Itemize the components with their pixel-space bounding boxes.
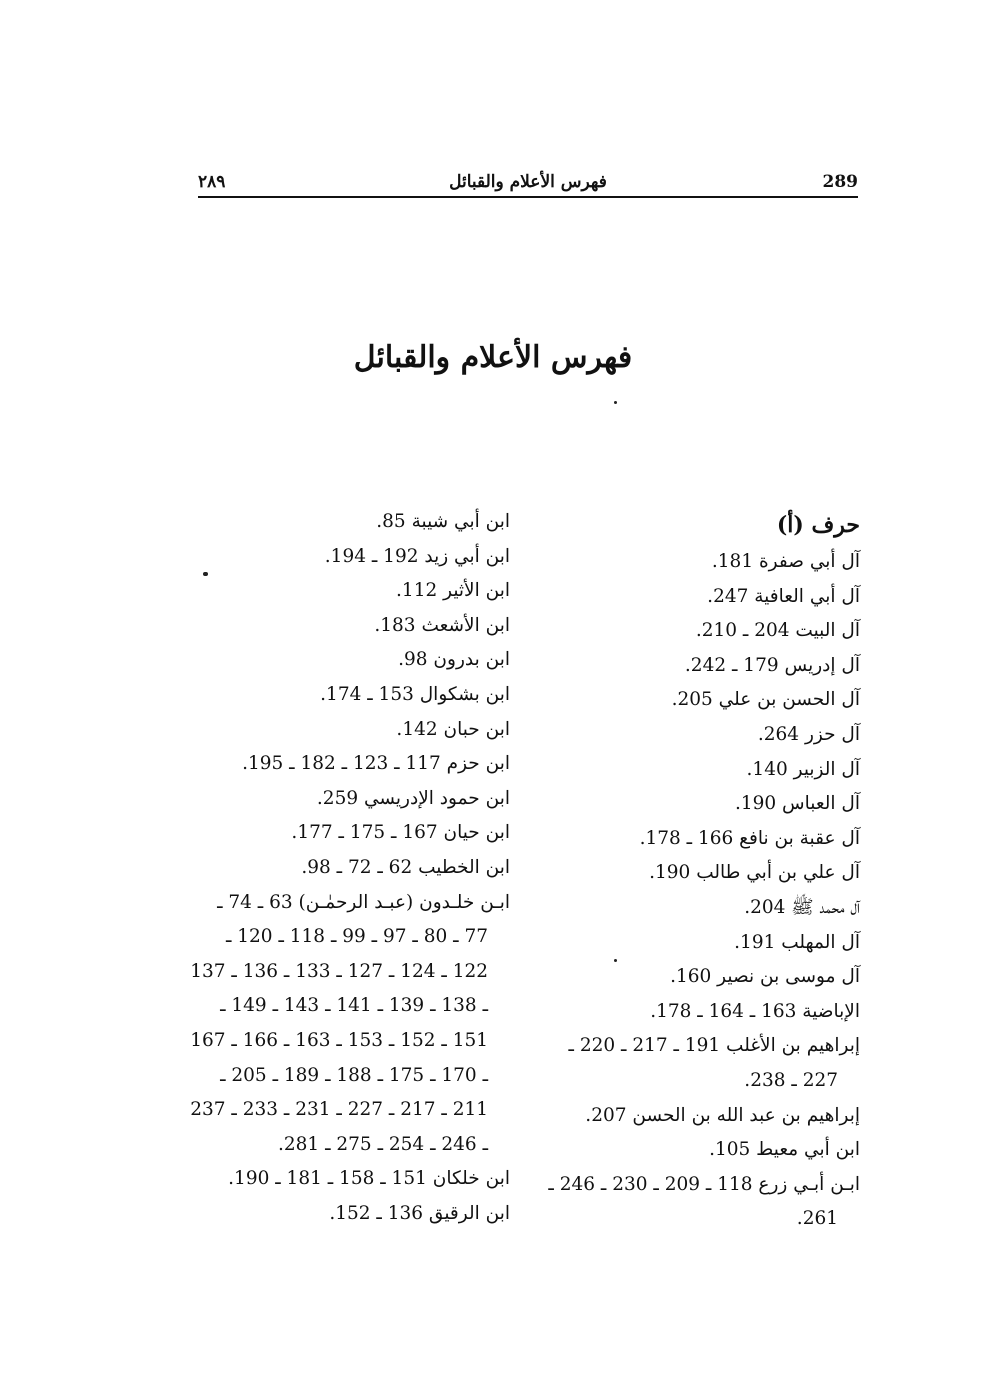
index-entry: إبراهيم بن الأغلب 191 ـ 217 ـ 220 ـ xyxy=(568,1035,860,1057)
index-entry: ابن الأشعث 183. xyxy=(374,614,510,636)
index-entry: آل الزبير 140. xyxy=(746,758,860,780)
index-entry: ابن أبي معيط 105. xyxy=(709,1139,860,1161)
index-entry: آل محمد ﷺ 204. xyxy=(744,896,860,918)
index-entry: ابن حمود الإدريسي 259. xyxy=(316,787,510,809)
index-entry: ابن الخطيب 62 ـ 72 ـ 98. xyxy=(301,856,510,878)
section-heading: حرف (أ) xyxy=(776,512,860,538)
index-entry: ابن الرقيق 136 ـ 152. xyxy=(329,1202,510,1224)
index-entry-continuation: 261. xyxy=(796,1208,838,1230)
index-entry: الإباضية 163 ـ 164 ـ 178. xyxy=(650,1000,860,1022)
print-speck xyxy=(614,959,617,962)
index-entry: آل الحسن بن علي 205. xyxy=(671,689,860,711)
running-title: فهرس الأعلام والقبائل xyxy=(449,172,607,192)
index-entry: آل البيت 204 ـ 210. xyxy=(695,620,860,642)
index-entry: إبراهيم بن عبد الله بن الحسن 207. xyxy=(585,1104,860,1126)
right-column xyxy=(530,505,860,1237)
index-entry: آل أبي العافية 247. xyxy=(707,585,860,607)
left-column xyxy=(190,505,510,1231)
index-entry: ابن أبي زيد 192 ـ 194. xyxy=(324,545,510,567)
page-number-arabic: ٢٨٩ xyxy=(198,172,226,192)
index-entry-continuation: ـ 246 ـ 254 ـ 275 ـ 281. xyxy=(277,1133,488,1155)
index-entry: آل العباس 190. xyxy=(734,793,860,815)
index-entry-continuation: 151 ـ 152 ـ 153 ـ 163 ـ 166 ـ 167 xyxy=(190,1029,488,1051)
index-entry-continuation: 77 ـ 80 ـ 97 ـ 99 ـ 118 ـ 120 ـ xyxy=(225,926,488,948)
index-entry: آل موسى بن نصير 160. xyxy=(670,966,860,988)
index-entry: ابـن خلـدون (عبـد الرحمٰـن) 63 ـ 74 ـ xyxy=(217,891,510,913)
index-entry: ابن الأثير 112. xyxy=(396,580,510,602)
index-entry: آل عقبة بن نافع 166 ـ 178. xyxy=(639,827,860,849)
print-speck xyxy=(614,401,617,404)
index-entry-continuation: 211 ـ 217 ـ 227 ـ 231 ـ 233 ـ 237 xyxy=(190,1099,488,1121)
index-entry: آل إدريس 179 ـ 242. xyxy=(684,654,860,676)
index-entry-continuation: 227 ـ 238. xyxy=(744,1069,838,1091)
index-entry: ابن حبان 142. xyxy=(396,718,510,740)
index-entry: ابن أبي شيبة 85. xyxy=(376,511,510,532)
index-entry: آل حزر 264. xyxy=(757,723,860,745)
index-entry: آل المهلب 191. xyxy=(734,931,860,953)
header-rule xyxy=(198,196,858,198)
page-title: فهرس الأعلام والقبائل xyxy=(353,340,633,375)
index-entry: ابن حزم 117 ـ 123 ـ 182 ـ 195. xyxy=(242,753,510,775)
index-entry-continuation: ـ 138 ـ 139 ـ 141 ـ 143 ـ 149 ـ xyxy=(220,995,488,1017)
index-entry-continuation: ـ 170 ـ 175 ـ 188 ـ 189 ـ 205 ـ xyxy=(220,1064,488,1086)
index-entry: ابن خلكان 151 ـ 158 ـ 181 ـ 190. xyxy=(228,1168,510,1190)
index-entry: آل علي بن أبي طالب 190. xyxy=(649,862,860,884)
page-number-latin: 289 xyxy=(822,172,858,192)
index-entry-continuation: 122 ـ 124 ـ 127 ـ 133 ـ 136 ـ 137 xyxy=(190,960,488,982)
index-entry: ابن بدرون 98. xyxy=(398,649,510,671)
index-entry: ابن بشكوال 153 ـ 174. xyxy=(320,683,510,705)
index-entry: ابن حيان 167 ـ 175 ـ 177. xyxy=(291,822,510,844)
page-header xyxy=(198,172,858,198)
print-speck xyxy=(203,572,208,576)
index-entry: ابـن أبـي زرع 118 ـ 209 ـ 230 ـ 246 ـ xyxy=(548,1173,860,1195)
index-entry: آل أبي صفرة 181. xyxy=(711,551,860,572)
